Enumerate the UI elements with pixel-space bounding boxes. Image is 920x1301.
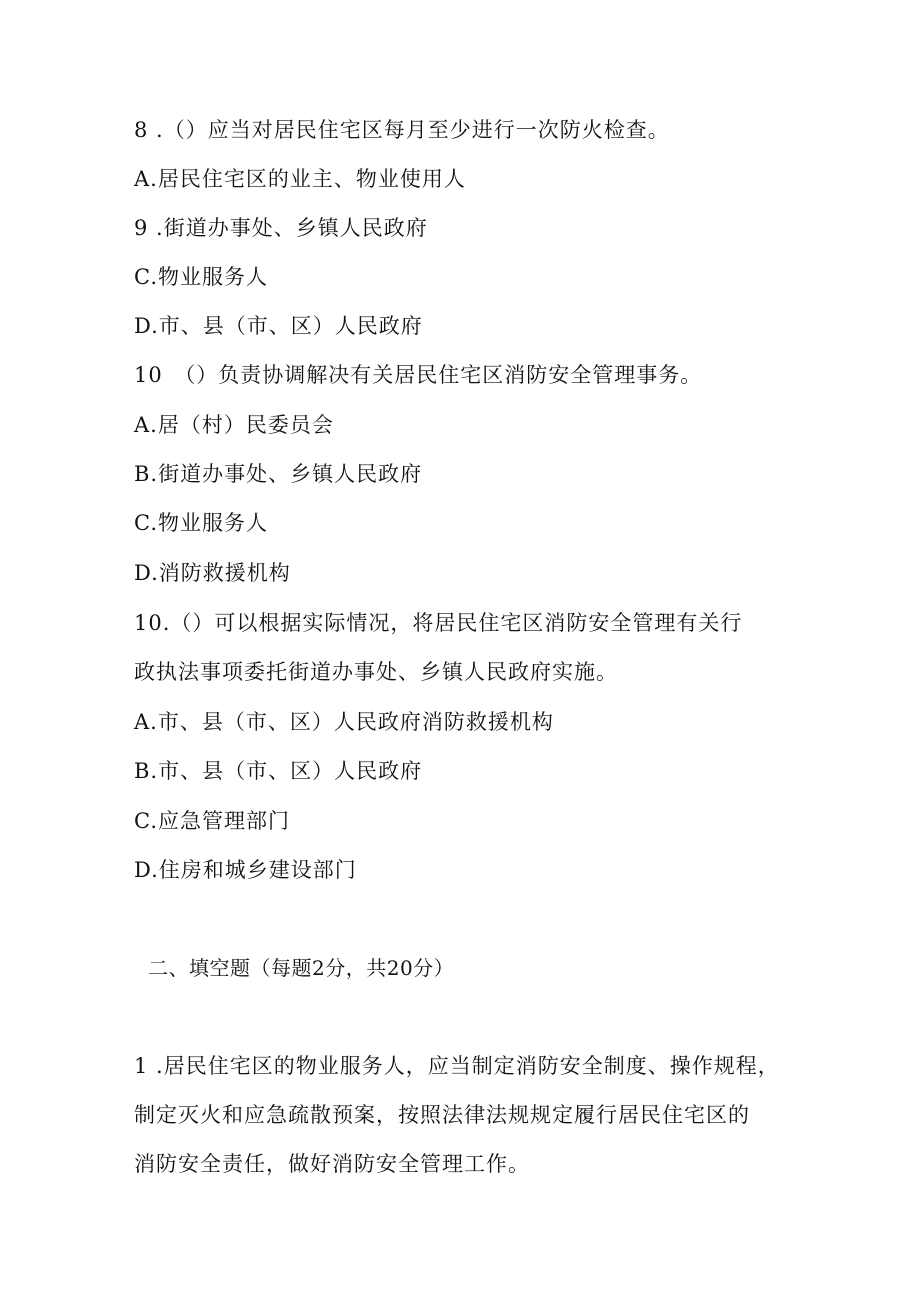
question-10b-option-d: D.住房和城乡建设部门 bbox=[134, 858, 357, 882]
question-10b-option-c: C.应急管理部门 bbox=[134, 809, 290, 833]
question-10b-stem-line-2: 政执法事项委托街道办事处、乡镇人民政府实施。 bbox=[134, 660, 618, 684]
question-10b-option-a: A.市、县（市、区）人民政府消防救援机构 bbox=[134, 710, 554, 734]
question-8-option-b: 9 .街道办事处、乡镇人民政府 bbox=[134, 216, 428, 240]
section-heading: 二、填空题（每题2分，共20分） bbox=[148, 956, 455, 980]
question-10-option-d: D.消防救援机构 bbox=[134, 561, 291, 585]
question-10-option-b: B.街道办事处、乡镇人民政府 bbox=[134, 462, 423, 486]
question-10b-stem-line-1: 10.（）可以根据实际情况，将居民住宅区消防安全管理有关行 bbox=[134, 611, 743, 635]
question-10-option-a: A.居（村）民委员会 bbox=[134, 413, 334, 437]
fill-in-line-3: 消防安全责任，做好消防安全管理工作。 bbox=[134, 1152, 530, 1176]
question-8-option-c: C.物业服务人 bbox=[134, 265, 268, 289]
fill-in-line-1: 1 .居民住宅区的物业服务人，应当制定消防安全制度、操作规程， bbox=[134, 1054, 780, 1078]
question-10-stem: 10 （）负责协调解决有关居民住宅区消防安全管理事务。 bbox=[134, 363, 703, 387]
question-10b-option-b: B.市、县（市、区）人民政府 bbox=[134, 759, 423, 783]
question-8-option-a: A.居民住宅区的业主、物业使用人 bbox=[134, 167, 466, 191]
question-10-option-c: C.物业服务人 bbox=[134, 511, 268, 535]
question-8-option-d: D.市、县（市、区）人民政府 bbox=[134, 314, 423, 338]
question-8-stem: 8 .（）应当对居民住宅区每月至少进行一次防火检查。 bbox=[134, 118, 670, 142]
fill-in-line-2: 制定灭火和应急疏散预案，按照法律法规规定履行居民住宅区的 bbox=[134, 1103, 750, 1127]
